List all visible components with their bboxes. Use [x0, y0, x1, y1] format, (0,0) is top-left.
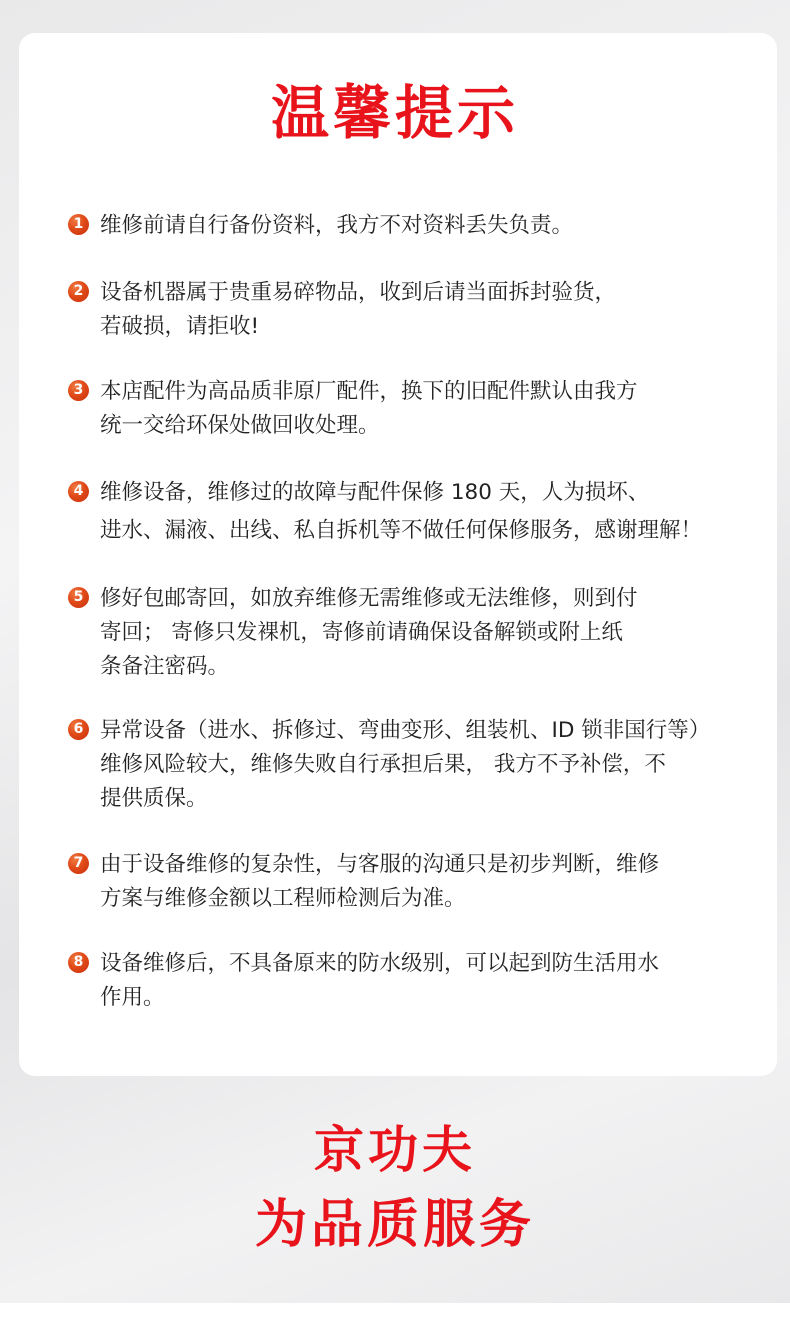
item-text: 设备机器属于贵重易碎物品，收到后请当面拆封验货， 若破损，请拒收! [100, 280, 617, 339]
page-title: 温馨提示 [270, 79, 519, 147]
number-badge-icon: 1 [68, 214, 89, 235]
number-badge-icon: 4 [68, 481, 89, 502]
number-badge-icon: 3 [68, 380, 89, 401]
brand-slogan: 为品质服务 [254, 1195, 535, 1255]
item-text: 维修设备，维修过的故障与配件保修 180 天，人为损坏、 进水、漏液、出线、私自拆机等不做任何保修服务，感谢理解！ [100, 480, 703, 543]
item-text: 设备维修后，不具备原来的防水级别，可以起到防生活用水 作用。 [100, 951, 660, 1010]
item-text: 修好包邮寄回，如放弃维修无需维修或无法维修，则到付 寄回； 寄修只发裸机，寄修前请确保设备解锁或附上纸 条备注密码。 [100, 586, 638, 679]
item-text: 由于设备维修的复杂性，与客服的沟通只是初步判断，维修 方案与维修金额以工程师检测后为准。 [100, 852, 660, 911]
notice-card [19, 33, 777, 1076]
bottom-strip [0, 1303, 790, 1343]
number-badge-icon: 8 [68, 952, 89, 973]
number-badge-icon: 7 [68, 853, 89, 874]
item-text: 本店配件为高品质非原厂配件，换下的旧配件默认由我方 统一交给环保处做回收处理。 [100, 379, 638, 438]
number-badge-icon: 5 [68, 587, 89, 608]
number-badge-icon: 6 [68, 719, 89, 740]
number-badge-icon: 2 [68, 281, 89, 302]
item-text: 维修前请自行备份资料，我方不对资料丢失负责。 [100, 213, 574, 238]
brand-name: 京功夫 [314, 1121, 476, 1179]
item-text: 异常设备（进水、拆修过、弯曲变形、组装机、ID 锁非国行等） 维修风险较大，维修失败自行承担后果， 我方不予补偿，不 提供质保。 [100, 718, 711, 811]
